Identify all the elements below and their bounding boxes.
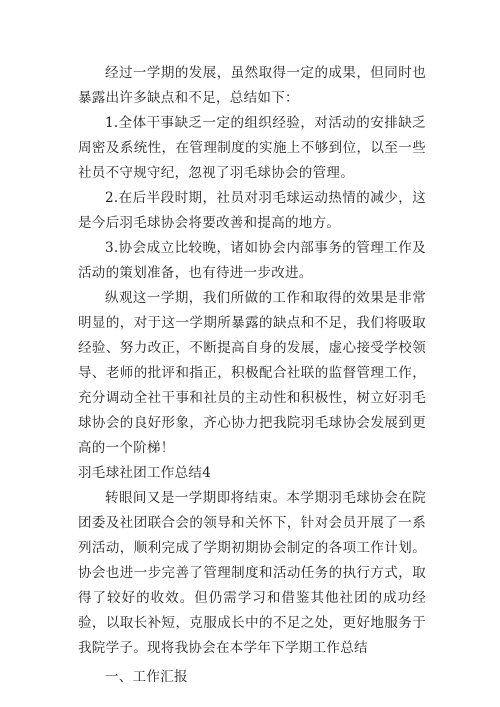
document-body (78, 61, 426, 690)
summary-paragraph: 纵观这一学期，我们所做的工作和取得的效果是非常明显的，对于这一学期所暴露的缺点和不足，我们将吸取经验、努力改正，不断提高自身的发展，虚心接受学校领导、老师的批评和指正，积极配合社联的监督管理工作，充分调动全社干事和社员的主动性和积极性，树立好羽毛球协会的良好形象，齐心协力把我院羽毛球协会发展到更高的一个阶梯！ (78, 290, 426, 456)
intro-paragraph: 经过一学期的发展，虽然取得一定的成果，但同时也暴露出许多缺点和不足，总结如下： (78, 65, 426, 106)
list-item-3: 3.协会成立比较晚，诸如协会内部事务的管理工作及活动的策划准备，也有待进一步改进。 (78, 240, 426, 281)
section-title: 羽毛球社团工作总结4 (78, 465, 212, 481)
list-item-1: 1.全体干事缺乏一定的组织经验，对活动的安排缺乏周密及系统性，在管理制度的实施上不够到位，以至一些社员不守规守纪，忽视了羽毛球协会的管理。 (78, 115, 426, 181)
sub-heading-work-report: 一、工作汇报 (105, 669, 188, 685)
list-item-2: 2.在后半段时期，社员对羽毛球运动热情的减少，这是今后羽毛球协会将要改善和提高的地方。 (78, 190, 426, 231)
opening-paragraph: 转眼间又是一学期即将结束。本学期羽毛球协会在院团委及社团联合会的领导和关怀下，针对会员开展了一系列活动，顺利完成了学期初期协会制定的各项工作计划。协会也进一步完善了管理制度和活动任务的执行方式，取得了较好的收效。但仍需学习和借鉴其他社团的成功经验，以取长补短，克服成长中的不足之处，更好地服务于我院学子。现将我协会在本学年下学期工作总结 (78, 490, 426, 656)
